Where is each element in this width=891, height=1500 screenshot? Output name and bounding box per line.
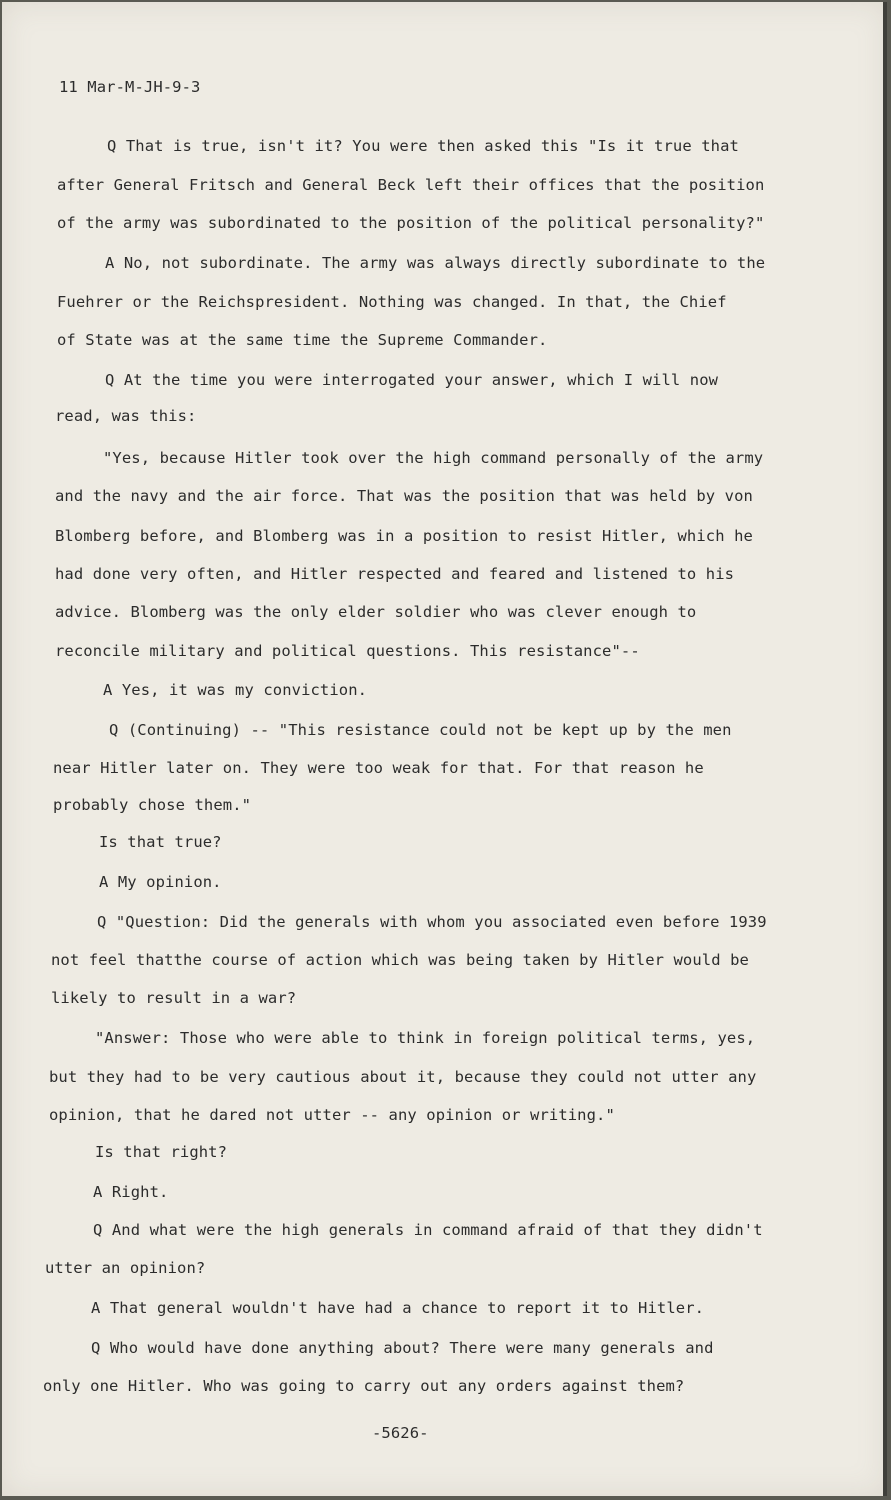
transcript-line: A No, not subordinate. The army was always directly subordinate to the — [105, 254, 766, 272]
transcript-line: Fuehrer or the Reichspresident. Nothing was changed. In that, the Chief — [57, 293, 727, 311]
transcript-line: A My opinion. — [99, 873, 222, 891]
transcript-line: utter an opinion? — [45, 1259, 206, 1277]
page-edge-shadow — [883, 2, 887, 1496]
transcript-line: near Hitler later on. They were too weak for that. For that reason he — [53, 759, 704, 777]
transcript-line: reconcile military and political questions. This resistance"-- — [55, 642, 640, 660]
transcript-line: Q (Continuing) -- "This resistance could not be kept up by the men — [109, 721, 732, 739]
document-header: 11 Mar-M-JH-9-3 — [59, 78, 201, 96]
transcript-line: of State was at the same time the Supreme Commander. — [57, 331, 548, 349]
document-page — [2, 2, 887, 1496]
transcript-line: Q "Question: Did the generals with whom you associated even before 1939 — [97, 913, 767, 931]
transcript-line: and the navy and the air force. That was the position that was held by von — [55, 487, 753, 505]
transcript-line: of the army was subordinated to the position of the political personality?" — [57, 214, 765, 232]
transcript-line: "Yes, because Hitler took over the high command personally of the army — [103, 449, 764, 467]
transcript-line: read, was this: — [55, 407, 197, 425]
transcript-line: Q At the time you were interrogated your answer, which I will now — [105, 371, 719, 389]
transcript-line: Blomberg before, and Blomberg was in a position to resist Hitler, which he — [55, 527, 753, 545]
transcript-line: Q Who would have done anything about? There were many generals and — [91, 1339, 714, 1357]
transcript-line: Is that right? — [95, 1143, 228, 1161]
transcript-line: had done very often, and Hitler respected and feared and listened to his — [55, 565, 735, 583]
transcript-line: opinion, that he dared not utter -- any opinion or writing." — [49, 1106, 615, 1124]
transcript-line: not feel thatthe course of action which was being taken by Hitler would be — [51, 951, 749, 969]
transcript-line: A Right. — [93, 1183, 169, 1201]
transcript-line: only one Hitler. Who was going to carry out any orders against them? — [43, 1377, 685, 1395]
transcript-line: probably chose them." — [53, 796, 252, 814]
transcript-line: but they had to be very cautious about it, because they could not utter any — [49, 1068, 757, 1086]
transcript-line: Q And what were the high generals in command afraid of that they didn't — [93, 1221, 763, 1239]
transcript-line: likely to result in a war? — [51, 989, 297, 1007]
transcript-line: after General Fritsch and General Beck left their offices that the position — [57, 176, 765, 194]
transcript-line: advice. Blomberg was the only elder soldier who was clever enough to — [55, 603, 697, 621]
transcript-line: "Answer: Those who were able to think in foreign political terms, yes, — [95, 1029, 756, 1047]
transcript-line: Q That is true, isn't it? You were then asked this "Is it true that — [107, 137, 739, 155]
page-number: -5626- — [372, 1424, 429, 1442]
transcript-line: Is that true? — [99, 833, 222, 851]
transcript-line: A That general wouldn't have had a chance to report it to Hitler. — [91, 1299, 705, 1317]
transcript-line: A Yes, it was my conviction. — [103, 681, 368, 699]
